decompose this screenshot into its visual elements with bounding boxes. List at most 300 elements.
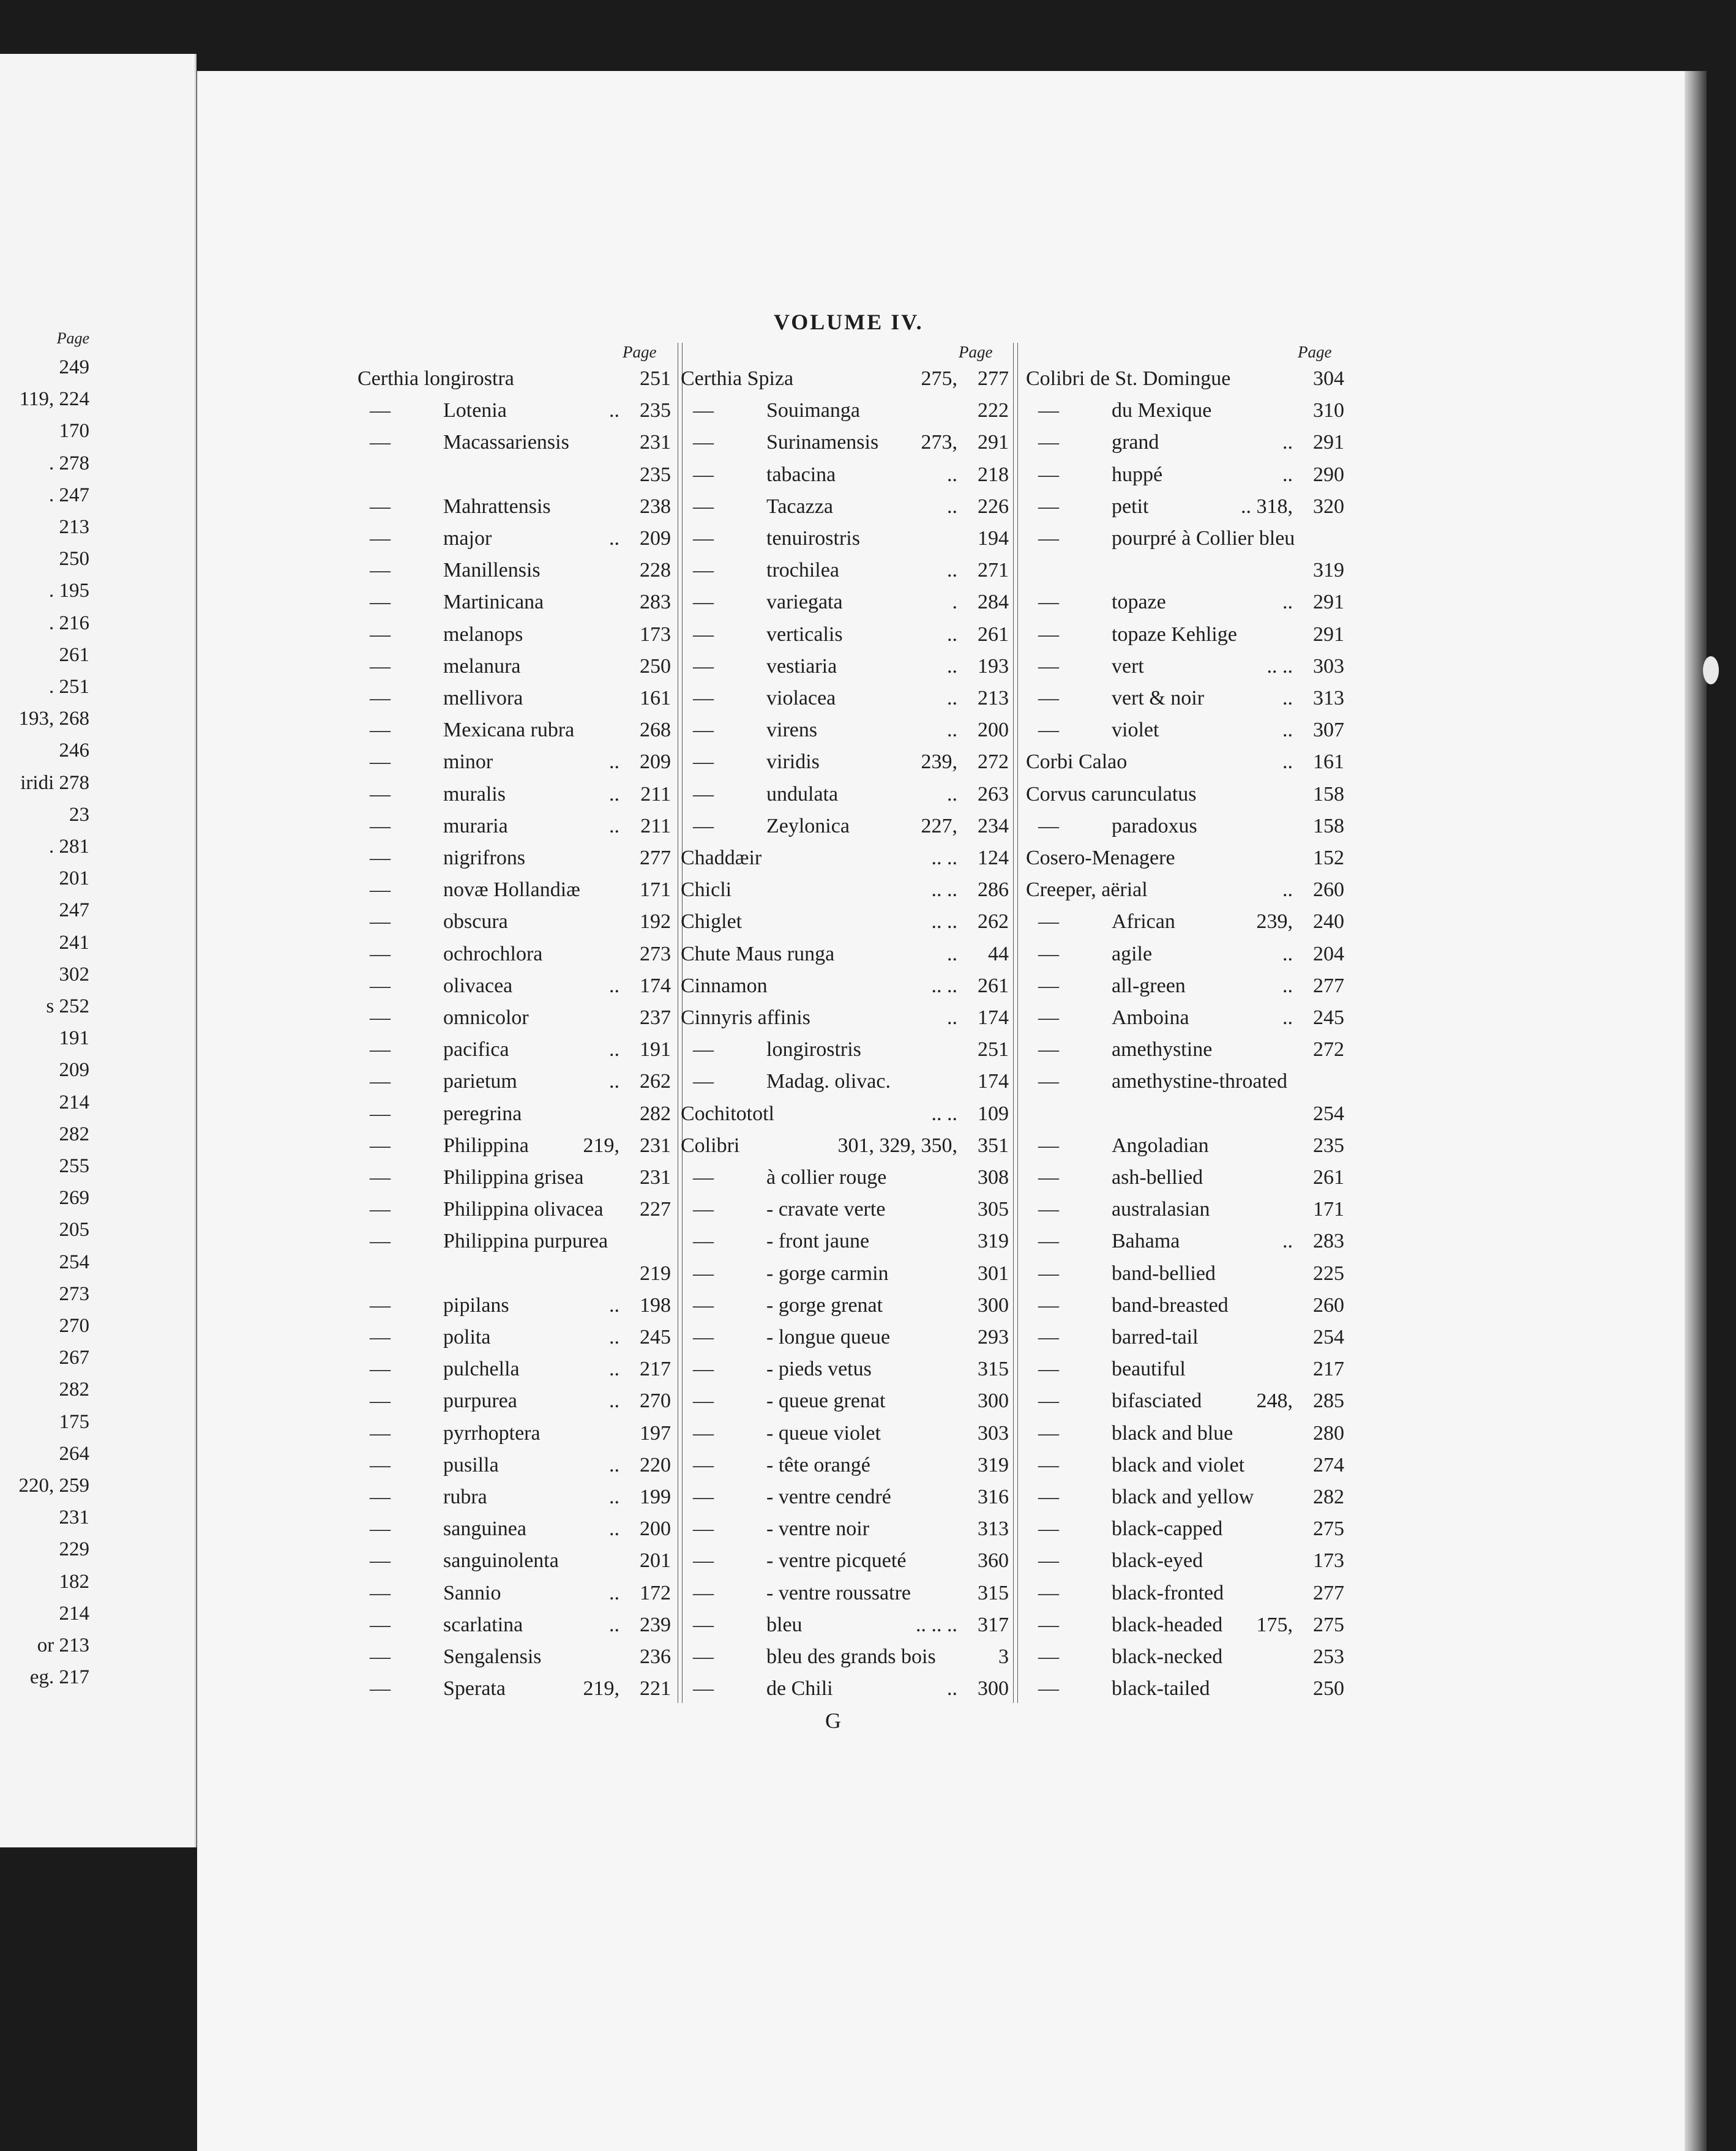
- entry-term: topaze: [1112, 591, 1166, 613]
- index-entry: [1026, 1677, 1344, 1709]
- ditto-dash: —: [370, 623, 391, 646]
- entry-term: de Chili: [766, 1677, 833, 1700]
- ditto-dash: —: [1038, 1070, 1059, 1093]
- facing-page-line: 302: [59, 963, 89, 986]
- ditto-dash: —: [693, 719, 714, 741]
- ditto-dash: —: [693, 431, 714, 454]
- index-entry: [681, 943, 1009, 974]
- entry-term: beautiful: [1112, 1358, 1186, 1380]
- entry-term: melanops: [443, 623, 523, 646]
- entry-dots: ..: [609, 1582, 619, 1604]
- entry-term: Zeylonica: [766, 815, 850, 837]
- page-number: 290: [1313, 463, 1344, 486]
- index-entry: [357, 399, 671, 431]
- entry-term: Souimanga: [766, 399, 860, 422]
- index-entry: [681, 623, 1009, 655]
- entry-dots: .. ..: [931, 910, 957, 933]
- index-entry: [681, 1358, 1009, 1390]
- ditto-dash: —: [693, 1454, 714, 1476]
- entry-term: Bahama: [1112, 1230, 1180, 1252]
- entry-term: huppé: [1112, 463, 1163, 486]
- entry-term: violacea: [766, 687, 836, 709]
- ditto-dash: —: [370, 687, 391, 709]
- entry-term: Philippina purpurea: [443, 1230, 608, 1252]
- entry-term: sanguinolenta: [443, 1549, 559, 1572]
- entry-term: pyrrhoptera: [443, 1422, 541, 1445]
- page-number: 307: [1313, 719, 1344, 741]
- page-number: 303: [978, 1422, 1009, 1445]
- facing-page-line: 270: [59, 1315, 89, 1337]
- ditto-dash: —: [693, 623, 714, 646]
- ditto-dash: —: [370, 1198, 391, 1221]
- entry-term: - queue grenat: [766, 1390, 886, 1412]
- entry-term: variegata: [766, 591, 843, 613]
- page-number: 194: [978, 527, 1009, 550]
- facing-page-line: 201: [59, 867, 89, 889]
- index-entry: [681, 719, 1009, 750]
- entry-term: Chute Maus runga: [681, 943, 835, 965]
- entry-term: Certhia Spiza: [681, 367, 794, 390]
- entry-dots: ..: [609, 974, 619, 997]
- ditto-dash: —: [370, 655, 391, 678]
- entry-term: Surinamensis: [766, 431, 879, 454]
- entry-dots: ..: [1282, 687, 1293, 709]
- page-number: 271: [978, 559, 1009, 582]
- ditto-dash: —: [693, 1486, 714, 1508]
- index-entry: [681, 910, 1009, 942]
- page-number: 109: [978, 1102, 1009, 1125]
- entry-term: pipilans: [443, 1294, 509, 1317]
- index-entry: [681, 431, 1009, 463]
- ditto-dash: —: [370, 559, 391, 582]
- ditto-dash: —: [1038, 1230, 1059, 1252]
- page-number: 275: [1313, 1517, 1344, 1540]
- entry-term: - front jaune: [766, 1230, 870, 1252]
- page-number: 222: [978, 399, 1009, 422]
- facing-page-line: 254: [59, 1251, 89, 1273]
- entry-term: vert: [1112, 655, 1144, 678]
- index-entry: [357, 719, 671, 750]
- index-entry: [357, 431, 671, 463]
- ditto-dash: —: [370, 399, 391, 422]
- entry-term: band-breasted: [1112, 1294, 1229, 1317]
- page-number: 173: [1313, 1549, 1344, 1572]
- ditto-dash: —: [693, 1390, 714, 1412]
- ditto-dash: —: [1038, 687, 1059, 709]
- ditto-dash: —: [1038, 1262, 1059, 1285]
- entry-dots: 227,: [921, 815, 957, 837]
- ditto-dash: —: [1038, 1422, 1059, 1445]
- page-number: 291: [1313, 591, 1344, 613]
- facing-page-line: 170: [59, 420, 89, 442]
- entry-dots: ..: [1282, 974, 1293, 997]
- index-entry: [681, 1102, 1009, 1134]
- index-entry: [1026, 1230, 1344, 1262]
- entry-dots: ..: [1282, 591, 1293, 613]
- page-number: 282: [640, 1102, 671, 1125]
- index-entry: [357, 1294, 671, 1326]
- index-entry: [357, 1262, 671, 1294]
- index-entry: [357, 1198, 671, 1230]
- entry-dots: .. ..: [931, 974, 957, 997]
- entry-dots: .. ..: [931, 1102, 957, 1125]
- page-number: 211: [640, 783, 671, 806]
- page-number: 286: [978, 878, 1009, 901]
- page-number: 291: [1313, 431, 1344, 454]
- entry-term: Sannio: [443, 1582, 501, 1604]
- page-number: 213: [978, 687, 1009, 709]
- facing-page-line: . 216: [49, 612, 89, 634]
- entry-term: paradoxus: [1112, 815, 1197, 837]
- entry-term: Colibri: [681, 1134, 740, 1157]
- ditto-dash: —: [1038, 910, 1059, 933]
- index-entry: [1026, 719, 1344, 750]
- ditto-dash: —: [370, 1102, 391, 1125]
- ditto-dash: —: [370, 1677, 391, 1700]
- page-number: 231: [640, 1134, 671, 1157]
- page-number: 316: [978, 1486, 1009, 1508]
- entry-term: olivacea: [443, 974, 513, 997]
- entry-dots: ..: [947, 1677, 957, 1700]
- index-entry: [1026, 1006, 1344, 1038]
- ditto-dash: —: [693, 591, 714, 613]
- index-entry: [1026, 1134, 1344, 1166]
- index-entry: [681, 1422, 1009, 1454]
- page-number: 303: [1313, 655, 1344, 678]
- entry-term: Certhia longirostra: [357, 367, 514, 390]
- entry-dots: ..: [609, 1614, 619, 1636]
- entry-term: - ventre roussatre: [766, 1582, 911, 1604]
- entry-dots: ..: [947, 623, 957, 646]
- entry-term: black and yellow: [1112, 1486, 1254, 1508]
- ditto-dash: —: [370, 783, 391, 806]
- page-number: 200: [978, 719, 1009, 741]
- ditto-dash: —: [1038, 591, 1059, 613]
- entry-term: Cinnyris affinis: [681, 1006, 810, 1029]
- ditto-dash: —: [693, 1677, 714, 1700]
- page-number: 173: [640, 623, 671, 646]
- index-entry: [681, 399, 1009, 431]
- facing-page-line: . 247: [49, 484, 89, 506]
- entry-term: longirostris: [766, 1038, 861, 1061]
- entry-dots: ..: [609, 750, 619, 773]
- entry-term: viridis: [766, 750, 820, 773]
- page-number: 277: [1313, 1582, 1344, 1604]
- column-rule-2: [1013, 343, 1018, 1703]
- entry-dots: ..: [947, 1006, 957, 1029]
- entry-term: barred-tail: [1112, 1326, 1199, 1349]
- ditto-dash: —: [1038, 1614, 1059, 1636]
- index-entry: [681, 1486, 1009, 1517]
- facing-page-line: 273: [59, 1283, 89, 1305]
- entry-dots: ..: [947, 719, 957, 741]
- page-number: 293: [978, 1326, 1009, 1349]
- entry-dots: ..: [1282, 878, 1293, 901]
- entry-term: bleu: [766, 1614, 803, 1636]
- index-entry: [681, 1517, 1009, 1549]
- facing-page-line: . 281: [49, 836, 89, 858]
- index-entry: [1026, 1390, 1344, 1421]
- facing-page-line: 231: [59, 1506, 89, 1528]
- ditto-dash: —: [1038, 655, 1059, 678]
- entry-dots: 273,: [921, 431, 957, 454]
- ditto-dash: —: [1038, 1454, 1059, 1476]
- page-number: 158: [1313, 783, 1344, 806]
- index-entry: [357, 1677, 671, 1709]
- ditto-dash: —: [370, 943, 391, 965]
- ditto-dash: —: [1038, 1198, 1059, 1221]
- index-entry: [1026, 527, 1344, 559]
- index-entry: [681, 559, 1009, 591]
- facing-page-line: 267: [59, 1347, 89, 1369]
- entry-dots: ..: [609, 1358, 619, 1380]
- page-number: 319: [978, 1230, 1009, 1252]
- entry-term: Sengalensis: [443, 1645, 542, 1668]
- entry-term: australasian: [1112, 1198, 1210, 1221]
- entry-dots: ..: [609, 1070, 619, 1093]
- page-number: 161: [640, 687, 671, 709]
- entry-dots: 301, 329, 350,: [837, 1134, 957, 1157]
- ditto-dash: —: [693, 527, 714, 550]
- page-number: 319: [978, 1454, 1009, 1476]
- facing-page-line: s 252: [46, 995, 89, 1017]
- page-number: 300: [978, 1294, 1009, 1317]
- page-number: 277: [1313, 974, 1344, 997]
- page-edge: [1685, 71, 1707, 2151]
- ditto-dash: —: [370, 1006, 391, 1029]
- entry-term: - ventre picqueté: [766, 1549, 907, 1572]
- page-number: 236: [640, 1645, 671, 1668]
- facing-page-line: 119, 224: [19, 388, 89, 410]
- page-number: 171: [1313, 1198, 1344, 1221]
- index-entry: [357, 1166, 671, 1198]
- facing-page-line: 191: [59, 1027, 89, 1049]
- ditto-dash: —: [1038, 623, 1059, 646]
- index-entry: [357, 847, 671, 878]
- entry-dots: ..: [609, 1326, 619, 1349]
- facing-page-line: 220, 259: [18, 1475, 89, 1497]
- entry-dots: 219,: [583, 1134, 619, 1157]
- entry-term: black and violet: [1112, 1454, 1245, 1476]
- entry-dots: ..: [609, 1294, 619, 1317]
- ditto-dash: —: [1038, 1645, 1059, 1668]
- page-number: 254: [1313, 1326, 1344, 1349]
- entry-term: scarlatina: [443, 1614, 523, 1636]
- ditto-dash: —: [370, 1549, 391, 1572]
- ditto-dash: —: [370, 910, 391, 933]
- ditto-dash: —: [370, 750, 391, 773]
- entry-dots: 239,: [921, 750, 957, 773]
- page-number: 251: [978, 1038, 1009, 1061]
- index-entry: [1026, 783, 1344, 815]
- page-number: 158: [1313, 815, 1344, 837]
- index-entry: [357, 1614, 671, 1645]
- index-entry: [1026, 1358, 1344, 1390]
- entry-term: Chaddæir: [681, 847, 762, 869]
- ditto-dash: —: [370, 974, 391, 997]
- ditto-dash: —: [693, 1326, 714, 1349]
- ditto-dash: —: [1038, 1517, 1059, 1540]
- ditto-dash: —: [693, 1645, 714, 1668]
- entry-term: tenuirostris: [766, 527, 860, 550]
- page-number: 174: [978, 1006, 1009, 1029]
- ditto-dash: —: [370, 527, 391, 550]
- ditto-dash: —: [370, 1582, 391, 1604]
- facing-page-header: Page: [56, 329, 89, 347]
- entry-dots: ..: [609, 783, 619, 806]
- index-entry: [1026, 1166, 1344, 1198]
- entry-term: Macassariensis: [443, 431, 569, 454]
- ditto-dash: —: [693, 1549, 714, 1572]
- index-entry: [357, 1645, 671, 1677]
- entry-term: pusilla: [443, 1454, 499, 1476]
- facing-page-line: or 213: [37, 1634, 89, 1656]
- page-number: 300: [978, 1677, 1009, 1700]
- entry-term: polita: [443, 1326, 491, 1349]
- index-entry: [681, 1070, 1009, 1102]
- ditto-dash: —: [693, 559, 714, 582]
- index-entry: [681, 1166, 1009, 1198]
- entry-term: parietum: [443, 1070, 517, 1093]
- ditto-dash: —: [693, 783, 714, 806]
- index-entry: [357, 815, 671, 847]
- ditto-dash: —: [1038, 495, 1059, 518]
- entry-term: trochilea: [766, 559, 839, 582]
- index-entry: [1026, 750, 1344, 782]
- entry-dots: ..: [609, 399, 619, 422]
- page-number: 198: [640, 1294, 671, 1317]
- entry-term: Mahrattensis: [443, 495, 551, 518]
- column-2-page-header: Page: [959, 343, 993, 361]
- index-entry: [681, 1294, 1009, 1326]
- entry-term: muralis: [443, 783, 506, 806]
- entry-term: topaze Kehlige: [1112, 623, 1237, 646]
- entry-term: tabacina: [766, 463, 836, 486]
- index-entry: [681, 815, 1009, 847]
- facing-page-line: 213: [59, 516, 89, 538]
- index-entry: [1026, 1294, 1344, 1326]
- page-number: 124: [978, 847, 1009, 869]
- entry-dots: ..: [609, 1454, 619, 1476]
- entry-term: band-bellied: [1112, 1262, 1216, 1285]
- facing-page-line: 247: [59, 899, 89, 921]
- index-entry: [1026, 910, 1344, 942]
- page-number: 171: [640, 878, 671, 901]
- entry-dots: ..: [609, 815, 619, 837]
- index-entry: [1026, 463, 1344, 495]
- entry-term: du Mexique: [1112, 399, 1212, 422]
- paper-speck: [1703, 656, 1719, 684]
- facing-page-line: 205: [59, 1219, 89, 1241]
- index-entry: [357, 943, 671, 974]
- entry-term: grand: [1112, 431, 1159, 454]
- index-entry: [681, 750, 1009, 782]
- ditto-dash: —: [1038, 1038, 1059, 1061]
- entry-term: vestiaria: [766, 655, 837, 678]
- entry-term: rubra: [443, 1486, 487, 1508]
- page-number: 220: [640, 1454, 671, 1476]
- entry-dots: ..: [947, 655, 957, 678]
- facing-page-fragment: [0, 54, 196, 1847]
- page-number: 313: [1313, 687, 1344, 709]
- facing-page-line: iridi 278: [20, 772, 89, 794]
- entry-term: bifasciated: [1112, 1390, 1202, 1412]
- entry-term: Martinicana: [443, 591, 544, 613]
- index-entry: [357, 527, 671, 559]
- index-entry: [1026, 1070, 1344, 1102]
- entry-dots: 219,: [583, 1677, 619, 1700]
- facing-page-line: 264: [59, 1443, 89, 1465]
- entry-term: all-green: [1112, 974, 1186, 997]
- index-entry: [357, 1422, 671, 1454]
- index-entry: [357, 1326, 671, 1358]
- index-entry: [357, 1486, 671, 1517]
- index-entry: [1026, 1326, 1344, 1358]
- entry-term: amethystine-throated: [1112, 1070, 1288, 1093]
- facing-page-line: 209: [59, 1059, 89, 1081]
- index-entry: [681, 655, 1009, 687]
- index-entry: [357, 1038, 671, 1070]
- page-number: 261: [978, 974, 1009, 997]
- page-number: 239: [640, 1614, 671, 1636]
- ditto-dash: —: [693, 399, 714, 422]
- index-entry: [681, 527, 1009, 559]
- entry-term: black-eyed: [1112, 1549, 1203, 1572]
- index-entry: [1026, 431, 1344, 463]
- page-number: 204: [1313, 943, 1344, 965]
- index-entry: [681, 687, 1009, 719]
- entry-term: Chicli: [681, 878, 732, 901]
- page-number: 283: [1313, 1230, 1344, 1252]
- index-entry: [1026, 495, 1344, 527]
- entry-term: muraria: [443, 815, 508, 837]
- page-number: 320: [1313, 495, 1344, 518]
- ditto-dash: —: [370, 1358, 391, 1380]
- entry-term: Philippina: [443, 1134, 529, 1157]
- entry-term: Manillensis: [443, 559, 541, 582]
- index-entry: [681, 783, 1009, 815]
- index-entry: [681, 1645, 1009, 1677]
- index-entry: [681, 1454, 1009, 1486]
- entry-dots: ..: [1282, 719, 1293, 741]
- index-entry: [357, 783, 671, 815]
- ditto-dash: —: [693, 463, 714, 486]
- index-entry: [357, 687, 671, 719]
- index-entry: [681, 1198, 1009, 1230]
- page-number: 291: [978, 431, 1009, 454]
- entry-dots: ..: [947, 783, 957, 806]
- page-number: 197: [640, 1422, 671, 1445]
- entry-term: Lotenia: [443, 399, 507, 422]
- ditto-dash: —: [1038, 1549, 1059, 1572]
- entry-dots: ..: [609, 1517, 619, 1540]
- index-entry: [681, 974, 1009, 1006]
- entry-term: - tête orangé: [766, 1454, 870, 1476]
- facing-page-line: 282: [59, 1379, 89, 1401]
- index-entry: [681, 1262, 1009, 1294]
- entry-dots: ..: [1282, 1006, 1293, 1029]
- entry-dots: 175,: [1256, 1614, 1293, 1636]
- ditto-dash: —: [370, 1038, 391, 1061]
- entry-term: - ventre noir: [766, 1517, 870, 1540]
- index-entry: [1026, 1102, 1344, 1134]
- facing-page-line: 261: [59, 644, 89, 666]
- index-entry: [357, 1358, 671, 1390]
- index-entry: [1026, 1582, 1344, 1614]
- page-number: 263: [978, 783, 1009, 806]
- index-entry: [357, 1070, 671, 1102]
- page-number: 262: [978, 910, 1009, 933]
